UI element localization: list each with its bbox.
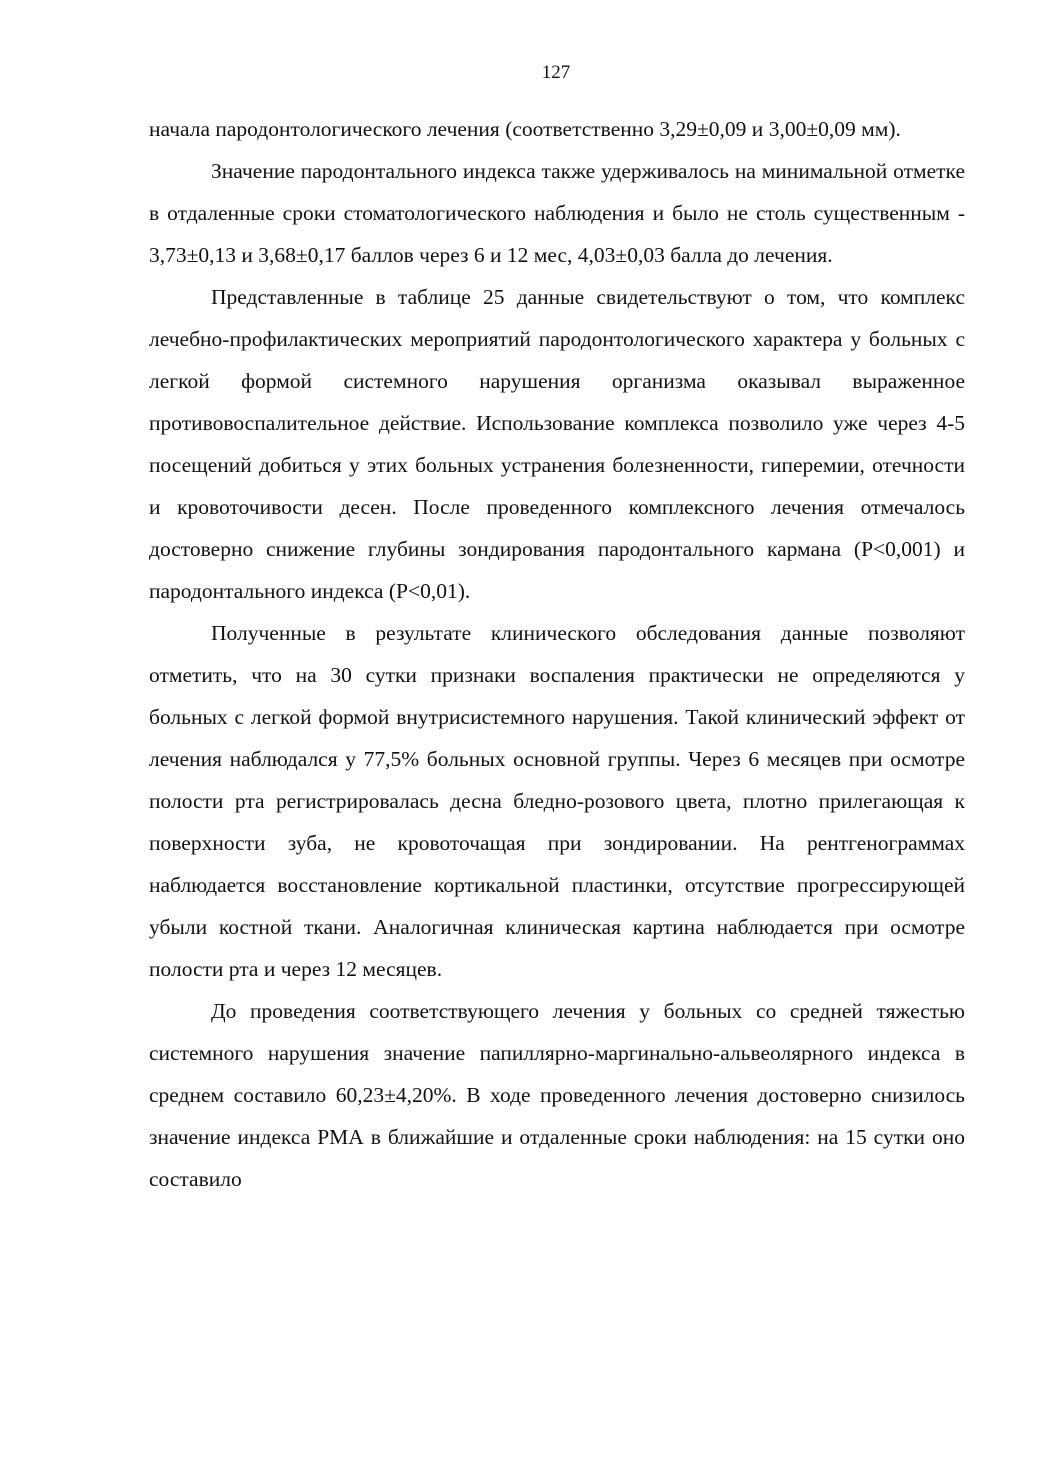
paragraph: Значение пародонтального индекса также удерживалось на минимальной отметке в отдаленные сроки стоматологического наблюдения и было не столь существенным - 3,73±0,13 и 3,68±0,17 баллов через 6 и 12 мес, 4,03±0,03 балла до лечения. bbox=[149, 159, 965, 267]
page-number: 127 bbox=[541, 62, 571, 83]
paragraph: До проведения соответствующего лечения у больных со средней тяжестью системного нарушения значение папиллярно-маргинально-альвеолярного индекса в среднем составило 60,23±4,20%. В ходе проведенного лечения достоверно снизилось значение индекса РМА в ближайшие и отдаленные сроки наблюдения: на 15 сутки оно составило bbox=[149, 999, 965, 1191]
body-text bbox=[149, 108, 965, 1200]
paragraph: Представленные в таблице 25 данные свидетельствуют о том, что комплекс лечебно-профилактических мероприятий пародонтологического характера у больных с легкой формой системного нарушения организма оказывал выраженное противовоспалительное действие. Использование комплекса позволило уже через 4-5 посещений добиться у этих больных устранения болезненности, гиперемии, отечности и кровоточивости десен. После проведенного комплексного лечения отмечалось достоверно снижение глубины зондирования пародонтального кармана (Р<0,001) и пародонтального индекса (Р<0,01). bbox=[149, 285, 965, 603]
paragraph: начала пародонтологического лечения (соответственно 3,29±0,09 и 3,00±0,09 мм). bbox=[149, 117, 901, 141]
paragraph: Полученные в результате клинического обследования данные позволяют отметить, что на 30 сутки признаки воспаления практически не определяются у больных с легкой формой внутрисистемного нарушения. Такой клинический эффект от лечения наблюдался у 77,5% больных основной группы. Через 6 месяцев при осмотре полости рта регистрировалась десна бледно-розового цвета, плотно прилегающая к поверхности зуба, не кровоточащая при зондировании. На рентгенограммах наблюдается восстановление кортикальной пластинки, отсутствие прогрессирующей убыли костной ткани. Аналогичная клиническая картина наблюдается при осмотре полости рта и через 12 месяцев. bbox=[149, 621, 965, 981]
